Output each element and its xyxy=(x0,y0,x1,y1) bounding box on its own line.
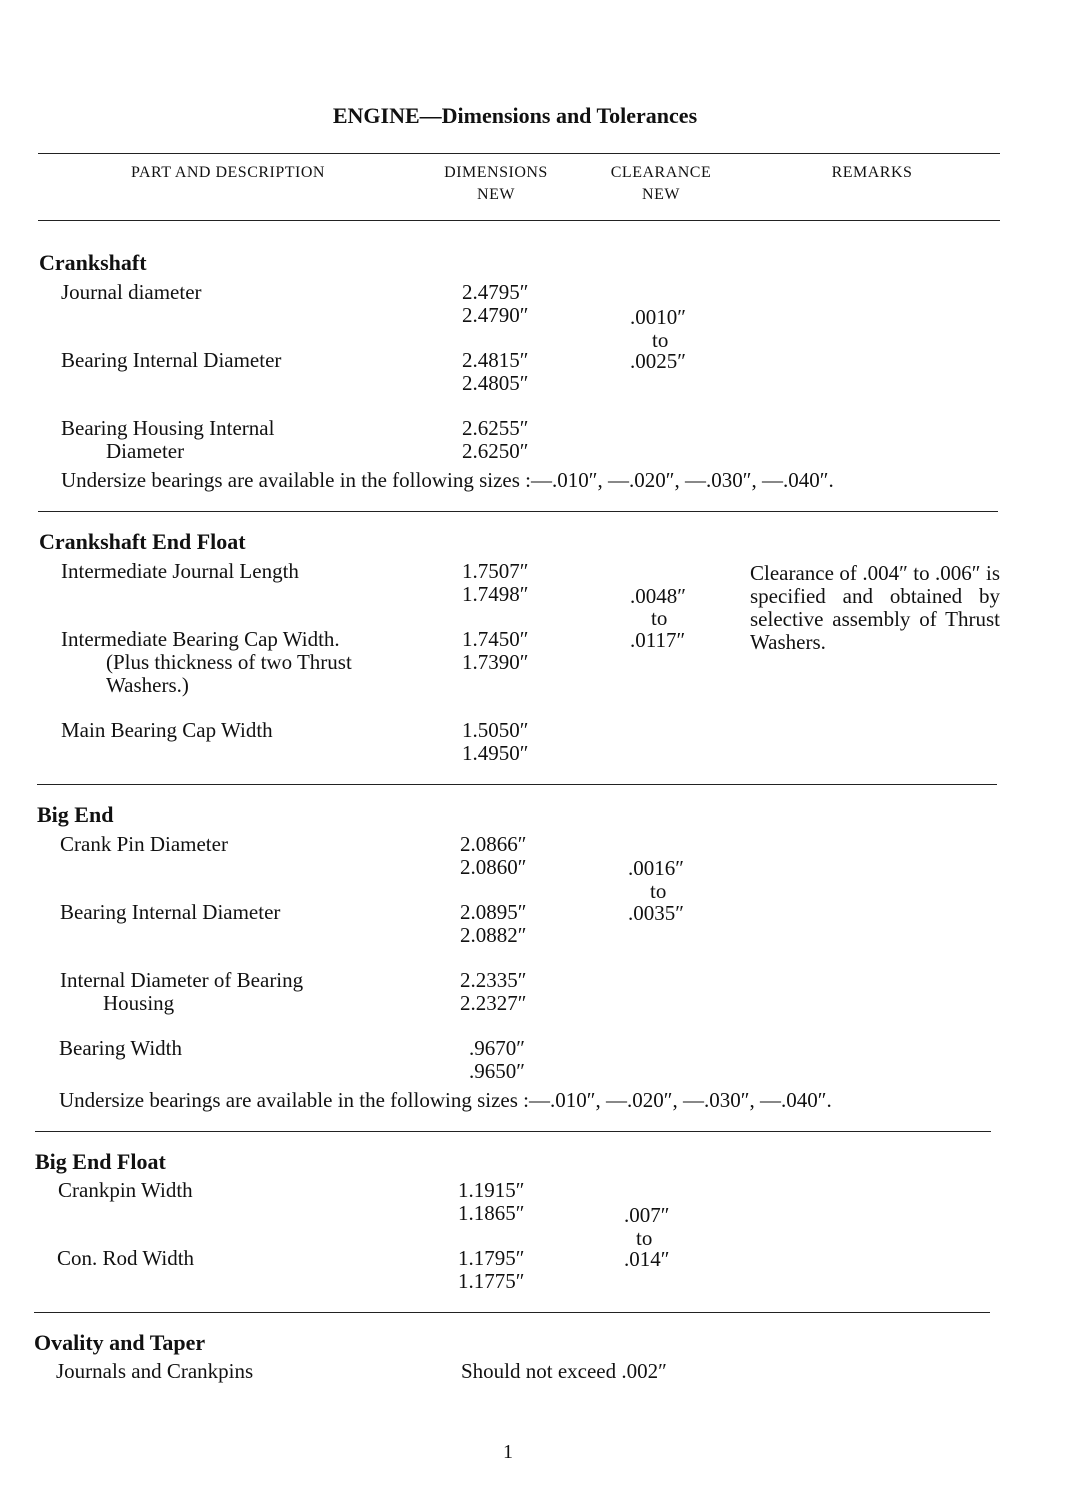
col-header-remarks: REMARKS xyxy=(831,164,913,181)
clearance-to-word-end-float: to xyxy=(651,606,668,630)
row-dim2-journal-diameter: 2.4790″ xyxy=(462,303,529,327)
undersize-note-big-end: Undersize bearings are available in the following sizes :—.010″, —.020″, —.030″, —.040″. xyxy=(59,1088,832,1112)
row-label-crankpin-width: Crankpin Width xyxy=(58,1178,193,1202)
row-label-internal-diameter-housing-line2: Housing xyxy=(103,991,175,1015)
row-dim2-crank-pin-diameter: 2.0860″ xyxy=(460,855,527,879)
row-dim1-bearing-internal-diameter: 2.4815″ xyxy=(462,348,529,372)
row-dim1-crankpin-width: 1.1915″ xyxy=(458,1178,525,1202)
row-label-bearing-housing-line1: Bearing Housing Internal xyxy=(61,416,275,440)
section-title-big-end: Big End xyxy=(37,802,114,827)
header-bottom-rule xyxy=(38,220,1000,221)
row-label-big-end-bearing-internal-diameter: Bearing Internal Diameter xyxy=(60,900,281,924)
section-rule-2 xyxy=(37,784,997,785)
section-title-crankshaft-end-float: Crankshaft End Float xyxy=(39,529,246,554)
page-number: 1 xyxy=(503,1441,513,1463)
col-header-dimensions xyxy=(426,162,566,206)
row-label-crank-pin-diameter: Crank Pin Diameter xyxy=(60,832,228,856)
row-dim2-con-rod-width: 1.1775″ xyxy=(458,1269,525,1293)
undersize-note-crankshaft: Undersize bearings are available in the following sizes :—.010″, —.020″, —.030″, —.040″. xyxy=(61,468,834,492)
row-dim1-con-rod-width: 1.1795″ xyxy=(458,1246,525,1270)
row-label-intermediate-bearing-cap-line2: (Plus thickness of two Thrust xyxy=(106,650,352,674)
row-dim2-main-bearing-cap-width: 1.4950″ xyxy=(462,741,529,765)
section-title-crankshaft: Crankshaft xyxy=(39,250,147,275)
row-label-internal-diameter-housing-line1: Internal Diameter of Bearing xyxy=(60,968,304,992)
row-dim1-crank-pin-diameter: 2.0866″ xyxy=(460,832,527,856)
row-dim1-bearing-width: .9670″ xyxy=(469,1036,525,1060)
col-header-clearance xyxy=(586,162,736,206)
row-label-bearing-internal-diameter: Bearing Internal Diameter xyxy=(61,348,282,372)
clearance-from-big-end: .0016″ xyxy=(628,856,684,880)
row-label-intermediate-journal-length: Intermediate Journal Length xyxy=(61,559,299,583)
row-dim2-internal-diameter-housing: 2.2327″ xyxy=(460,991,527,1015)
section-rule-1 xyxy=(38,511,998,512)
row-label-bearing-housing-line2: Diameter xyxy=(106,439,185,463)
row-dim2-big-end-bearing-internal-diameter: 2.0882″ xyxy=(460,923,527,947)
row-label-bearing-width: Bearing Width xyxy=(59,1036,182,1060)
row-dim2-bearing-housing: 2.6250″ xyxy=(462,439,529,463)
clearance-to-big-end: .0035″ xyxy=(628,901,684,925)
clearance-to-word-big-end-float: to xyxy=(636,1226,653,1250)
row-dim1-bearing-housing: 2.6255″ xyxy=(462,416,529,440)
row-dim1-journal-diameter: 2.4795″ xyxy=(462,280,529,304)
clearance-from-end-float: .0048″ xyxy=(630,584,686,608)
page-title: ENGINE—Dimensions and Tolerances xyxy=(332,103,698,128)
section-title-big-end-float: Big End Float xyxy=(35,1149,166,1174)
row-label-con-rod-width: Con. Rod Width xyxy=(57,1246,195,1270)
row-dim1-intermediate-bearing-cap: 1.7450″ xyxy=(462,627,529,651)
col-header-dimensions-line1: DIMENSIONS xyxy=(444,164,548,181)
header-top-rule xyxy=(38,153,1000,154)
row-label-intermediate-bearing-cap-line1: Intermediate Bearing Cap Width. xyxy=(61,627,340,651)
row-dim1-big-end-bearing-internal-diameter: 2.0895″ xyxy=(460,900,527,924)
clearance-to-word-big-end: to xyxy=(650,879,667,903)
row-dim1-intermediate-journal-length: 1.7507″ xyxy=(462,559,529,583)
row-dim2-intermediate-journal-length: 1.7498″ xyxy=(462,582,529,606)
row-dim2-intermediate-bearing-cap: 1.7390″ xyxy=(462,650,529,674)
section-rule-4 xyxy=(34,1312,990,1313)
col-header-part: PART AND DESCRIPTION xyxy=(131,164,325,181)
col-header-clearance-line2: NEW xyxy=(642,186,680,203)
row-label-journals-and-crankpins: Journals and Crankpins xyxy=(56,1359,254,1383)
row-label-intermediate-bearing-cap-line3: Washers.) xyxy=(106,673,189,697)
clearance-from-big-end-float: .007″ xyxy=(624,1203,670,1227)
clearance-from-crankshaft: .0010″ xyxy=(630,305,686,329)
row-dim2-bearing-internal-diameter: 2.4805″ xyxy=(462,371,529,395)
col-header-clearance-line1: CLEARANCE xyxy=(610,164,712,181)
clearance-to-crankshaft: .0025″ xyxy=(630,349,686,373)
clearance-to-word-crankshaft: to xyxy=(652,328,669,352)
section-title-ovality-and-taper: Ovality and Taper xyxy=(34,1330,206,1355)
clearance-to-big-end-float: .014″ xyxy=(624,1247,670,1271)
row-dim2-crankpin-width: 1.1865″ xyxy=(458,1201,525,1225)
row-dim1-internal-diameter-housing: 2.2335″ xyxy=(460,968,527,992)
clearance-to-end-float: .0117″ xyxy=(630,628,686,652)
row-label-main-bearing-cap-width: Main Bearing Cap Width xyxy=(61,718,273,742)
row-dim1-main-bearing-cap-width: 1.5050″ xyxy=(462,718,529,742)
row-dim2-bearing-width: .9650″ xyxy=(469,1059,525,1083)
row-value-journals-and-crankpins: Should not exceed .002″ xyxy=(461,1359,667,1383)
row-label-journal-diameter: Journal diameter xyxy=(61,280,202,304)
section-rule-3 xyxy=(35,1131,991,1132)
remarks-end-float: Clearance of .004″ to .006″ is specified and obtained by selective assembly of Thrust Washers. xyxy=(750,561,1000,654)
col-header-dimensions-line2: NEW xyxy=(477,186,515,203)
